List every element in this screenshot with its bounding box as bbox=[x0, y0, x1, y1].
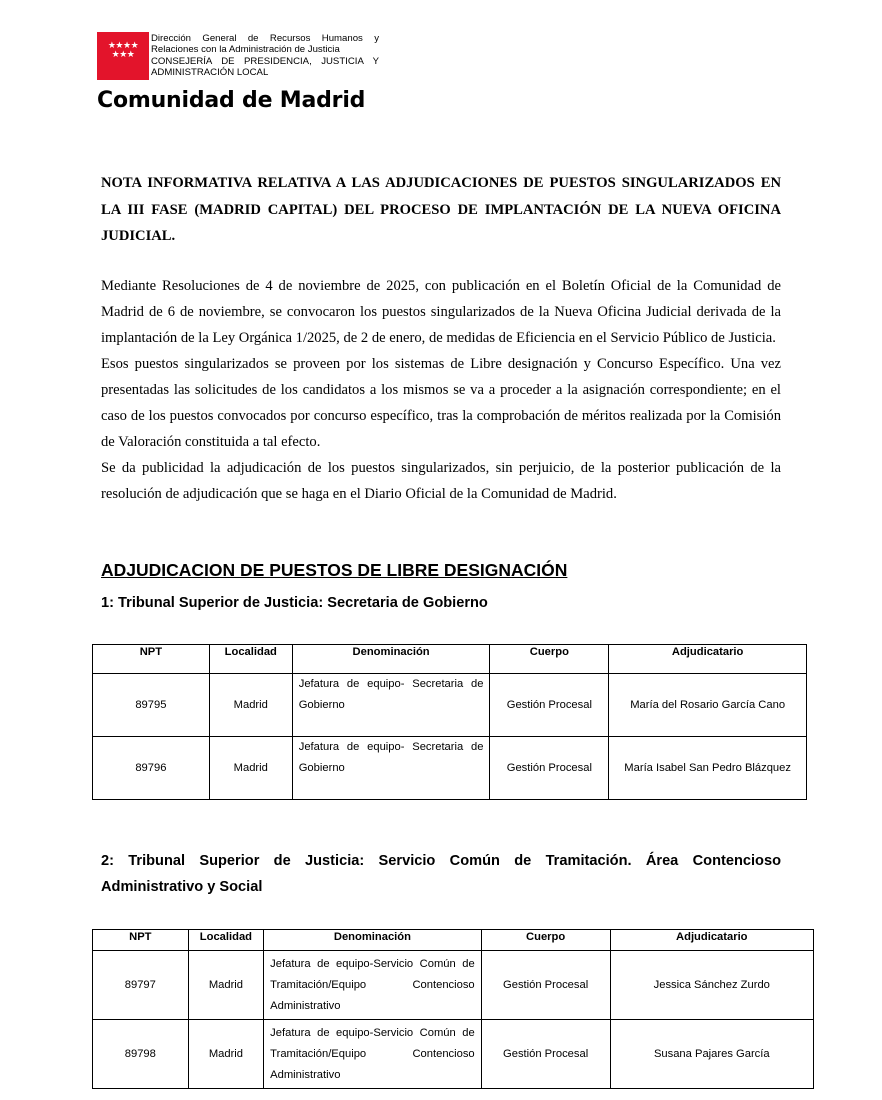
org-line: Relaciones con la Administración de Justicia bbox=[151, 44, 340, 56]
table-row bbox=[93, 1020, 814, 1089]
org-line: ADMINISTRACIÓN LOCAL bbox=[151, 67, 269, 79]
npt-cell: 89797 bbox=[93, 951, 189, 1020]
subsection-heading-1: 1: Tribunal Superior de Justicia: Secretaria de Gobierno bbox=[101, 595, 488, 611]
adjudicatario-cell: María Isabel San Pedro Blázquez bbox=[609, 737, 807, 800]
org-line: Dirección General de Recursos Humanos y bbox=[151, 33, 379, 44]
document-title: NOTA INFORMATIVA RELATIVA A LAS ADJUDICACIONES DE PUESTOS SINGULARIZADOS EN LA III FASE (MADRID CAPITAL) DEL PROCESO DE IMPLANTACIÓN DE LA NUEVA OFICINA JUDICIAL. bbox=[101, 175, 781, 244]
paragraph: Mediante Resoluciones de 4 de noviembre de 2025, con publicación en el Boletín Oficial de la Comunidad de Madrid de 6 de noviembre, se convocaron los puestos singularizados de la Nueva Oficina Judicial derivada de la implantación de la Ley Orgánica 1/2025, de 2 de enero, de medidas de Eficiencia en el Servicio Público de Justicia. bbox=[101, 278, 781, 346]
org-line: CONSEJERÍA DE PRESIDENCIA, JUSTICIA Y bbox=[151, 55, 379, 67]
denominacion-cell: Jefatura de equipo-Servicio Común de Tramitación/Equipo Contencioso Administrativo bbox=[264, 1020, 482, 1089]
column-header: NPT bbox=[93, 645, 210, 674]
npt-cell: 89798 bbox=[93, 1020, 189, 1089]
adjudicatario-cell: María del Rosario García Cano bbox=[609, 674, 807, 737]
column-header: Adjudicatario bbox=[610, 930, 813, 951]
table-row bbox=[93, 674, 807, 737]
table-header-row bbox=[93, 645, 807, 674]
localidad-cell: Madrid bbox=[188, 951, 264, 1020]
adjudicatario-cell: Susana Pajares García bbox=[610, 1020, 813, 1089]
column-header: Cuerpo bbox=[481, 930, 610, 951]
adjudicatario-cell: Jessica Sánchez Zurdo bbox=[610, 951, 813, 1020]
table-row bbox=[93, 951, 814, 1020]
column-header: Localidad bbox=[188, 930, 264, 951]
subsection-heading-2: 2: Tribunal Superior de Justicia: Servicio Común de Tramitación. Área Contencioso Administrativo y Social bbox=[101, 853, 781, 895]
column-header: Denominación bbox=[264, 930, 482, 951]
cuerpo-cell: Gestión Procesal bbox=[490, 674, 609, 737]
npt-cell: 89795 bbox=[93, 674, 210, 737]
body-text bbox=[101, 273, 781, 507]
cuerpo-cell: Gestión Procesal bbox=[481, 1020, 610, 1089]
comunidad-madrid-logo bbox=[97, 32, 149, 80]
localidad-cell: Madrid bbox=[188, 1020, 264, 1089]
stars-icon: ★★★★ ★★★ bbox=[107, 41, 139, 60]
column-header: NPT bbox=[93, 930, 189, 951]
denominacion-cell: Jefatura de equipo- Secretaria de Gobierno bbox=[292, 737, 490, 800]
paragraph: Se da publicidad la adjudicación de los puestos singularizados, sin perjuicio, de la posterior publicación de la resolución de adjudicación que se haga en el Diario Oficial de la Comunidad de Madrid. bbox=[101, 460, 781, 502]
npt-cell: 89796 bbox=[93, 737, 210, 800]
cuerpo-cell: Gestión Procesal bbox=[490, 737, 609, 800]
adjudication-table-2 bbox=[92, 929, 814, 1089]
column-header: Cuerpo bbox=[490, 645, 609, 674]
paragraph: Esos puestos singularizados se proveen por los sistemas de Libre designación y Concurso Específico. Una vez presentadas las solicitudes de los candidatos a los mismos se va a proceder a la asignación correspondiente; en el caso de los puestos convocados por concurso específico, tras la comprobación de méritos realizada por la Comisión de Valoración constituida a tal efecto. bbox=[101, 356, 781, 450]
denominacion-cell: Jefatura de equipo-Servicio Común de Tramitación/Equipo Contencioso Administrativo bbox=[264, 951, 482, 1020]
adjudication-table-1 bbox=[92, 644, 807, 800]
cuerpo-cell: Gestión Procesal bbox=[481, 951, 610, 1020]
denominacion-cell: Jefatura de equipo- Secretaria de Gobierno bbox=[292, 674, 490, 737]
table-row bbox=[93, 737, 807, 800]
column-header: Denominación bbox=[292, 645, 490, 674]
column-header: Adjudicatario bbox=[609, 645, 807, 674]
localidad-cell: Madrid bbox=[209, 737, 292, 800]
localidad-cell: Madrid bbox=[209, 674, 292, 737]
section-heading: ADJUDICACION DE PUESTOS DE LIBRE DESIGNACIÓN bbox=[101, 560, 568, 580]
table-header-row bbox=[93, 930, 814, 951]
organization-text bbox=[151, 33, 379, 79]
brand-name: Comunidad de Madrid bbox=[97, 88, 366, 113]
column-header: Localidad bbox=[209, 645, 292, 674]
